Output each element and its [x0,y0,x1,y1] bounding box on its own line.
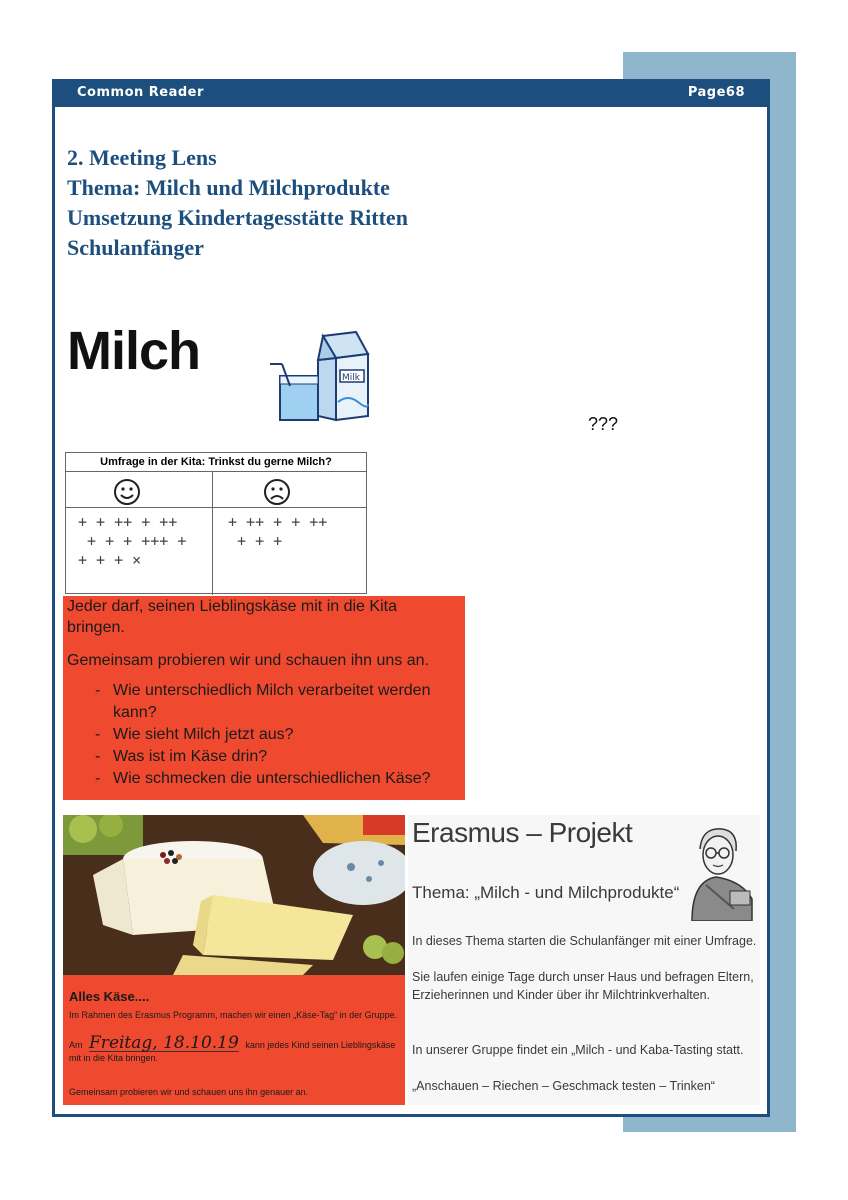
milk-carton-icon [268,324,373,424]
erasmus-paragraph: In unserer Gruppe findet ein „Milch - und Kaba-Tasting statt. [412,1043,744,1057]
cheese-flyer-text [63,975,405,1105]
date-prefix: Am [69,1040,83,1050]
header-bar [52,79,770,107]
erasmus-slogan: „Anschauen – Riechen – Geschmack testen – Trinken“ [412,1079,715,1093]
cheese-photo [63,815,405,975]
question-marks: ??? [588,414,619,434]
table-divider [66,507,366,508]
table-divider [212,471,213,595]
title-line-implementation: Umsetzung Kindertagesstätte Ritten [67,205,408,230]
erasmus-paragraph: Sie laufen einige Tage durch unser Haus und befragen Eltern, Erzieherinnen und Kinder über ihr Milchtrinkverhalten. [412,970,754,1002]
erasmus-title: Erasmus – Projekt [412,817,633,848]
carton-label: Milk [342,373,360,383]
header-publication-name: Common Reader [77,85,204,100]
survey-question: Umfrage in der Kita: Trinkst du gerne Milch? [66,453,366,472]
red-box-intro: Jeder darf, seinen Lieblingskäse mit in die Kita bringen. [67,598,397,636]
sad-face-icon [262,477,292,507]
title-line-theme: Thema: Milch und Milchprodukte [67,175,390,200]
question-list [95,680,453,790]
list-item: - Wie sieht Milch jetzt aus? [95,724,453,746]
happy-face-icon [112,477,142,507]
tally-marks-yes: + + ++ + ++ + + + +++ + + + + × [78,513,187,569]
cheese-tasting-info-box [63,596,465,800]
erasmus-theme: Thema: „Milch - und Milchprodukte“ [412,883,680,902]
person-sketch-icon [686,821,758,921]
erasmus-paragraph: In dieses Thema starten die Schulanfänger mit einer Umfrage. [412,934,757,948]
cheese-flyer-paragraph: Im Rahmen des Erasmus Programm, machen wir einen „Käse-Tag“ in der Gruppe. [69,1010,398,1020]
handwritten-date: Freitag, 18.10.19 [89,1033,239,1053]
list-item: - Was ist im Käse drin? [95,746,453,768]
cheese-flyer-paragraph: Gemeinsam probieren wir und schauen uns ihn genauer an. [69,1087,309,1097]
milch-survey-sheet [63,320,371,596]
red-box-line: Gemeinsam probieren wir und schauen ihn uns an. [67,652,429,669]
date-suffix: kann jedes Kind seinen Lieblingskäse mit in die Kita bringen. [69,1040,396,1063]
list-item: - Wie unterschiedlich Milch verarbeitet werden kann? [95,680,453,724]
survey-table [65,452,367,594]
tally-marks-no: + ++ + + ++ + + + [228,513,328,550]
erasmus-project-panel [408,815,760,1105]
cheese-flyer-title: Alles Käse.... [69,989,150,1004]
header-page-number: Page68 [687,85,745,100]
title-line-group: Schulanfänger [67,235,204,260]
page-title [67,143,587,263]
title-line-meeting: 2. Meeting Lens [67,145,217,170]
cheese-flyer-paragraph [69,1035,401,1065]
list-item: - Wie schmecken die unterschiedlichen Käse? [95,768,453,790]
milch-heading: Milch [67,321,201,381]
cheese-day-flyer [63,815,405,1105]
